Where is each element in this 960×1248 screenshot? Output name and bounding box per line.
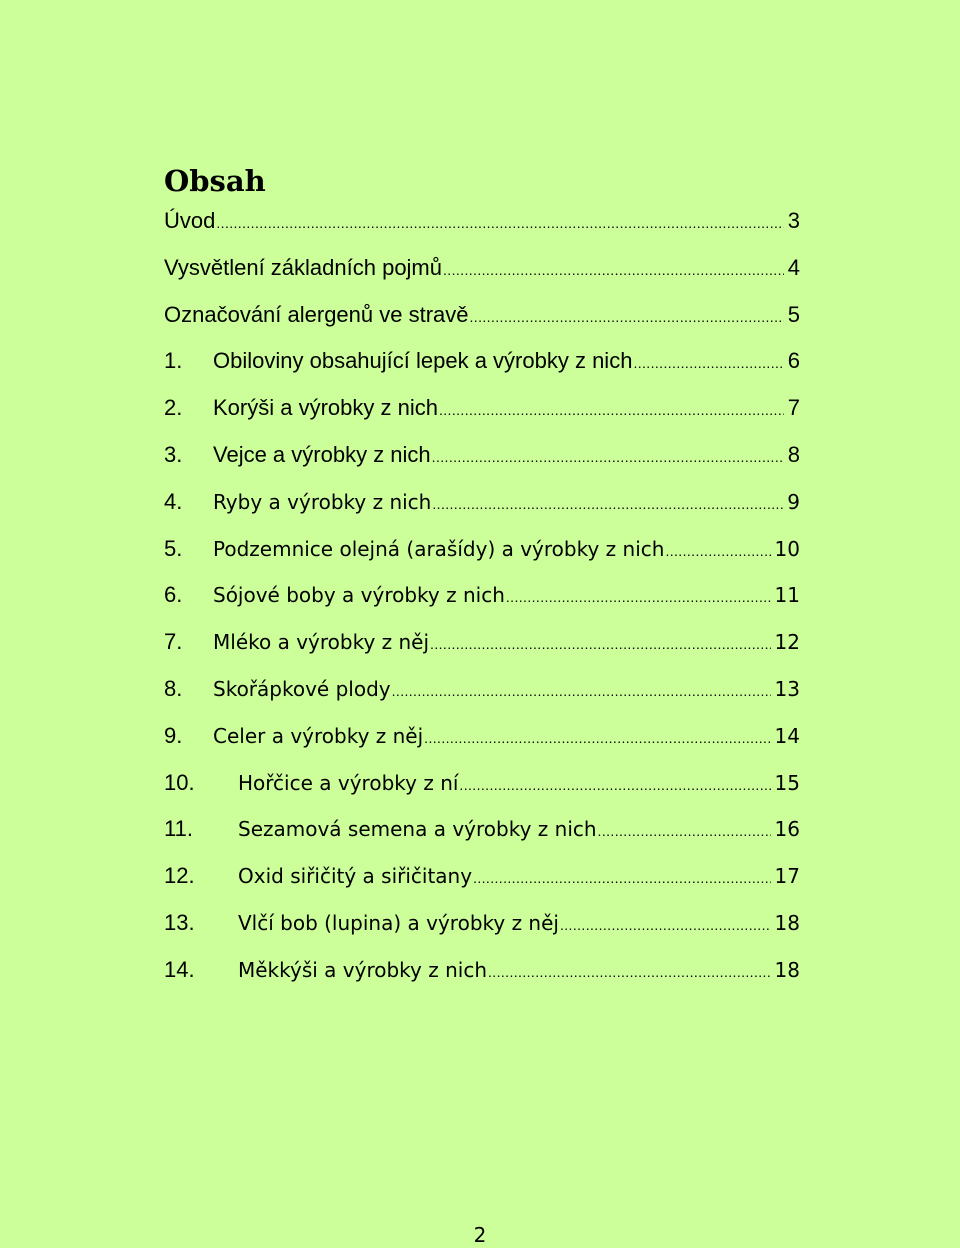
toc-entry-6[interactable]: [164, 572, 800, 619]
toc-entry-page: 7: [787, 395, 800, 421]
toc-entry-page: 3: [787, 208, 800, 233]
dot-leader: [470, 294, 784, 339]
toc-entry-label: Korýši a výrobky z nich: [213, 395, 438, 421]
toc-entry-label: Označování alergenů ve stravě: [164, 301, 469, 327]
toc-entry-5[interactable]: [164, 526, 800, 573]
toc-entry-label: Vlčí bob (lupina) a výrobky z něj: [238, 910, 559, 935]
toc-entry-8[interactable]: [164, 666, 800, 713]
dot-leader: [432, 434, 784, 479]
page-title: Obsah: [164, 164, 266, 198]
toc-entry-page: 15: [774, 770, 800, 795]
toc-entry-uvod[interactable]: [164, 198, 800, 245]
dot-leader: [560, 902, 771, 947]
toc-entry-label: Obiloviny obsahující lepek a výrobky z nich: [213, 348, 633, 374]
toc-entry-number: 2.: [164, 395, 183, 421]
toc-entry-oznacovani[interactable]: [164, 292, 800, 339]
toc-entry-3[interactable]: [164, 432, 800, 479]
toc-entry-page: 12: [774, 630, 800, 655]
toc-entry-4[interactable]: [164, 479, 800, 526]
dot-leader: [432, 481, 783, 526]
toc-entry-number: 9.: [164, 722, 183, 748]
toc-entry-12[interactable]: [164, 853, 800, 900]
toc-entry-13[interactable]: [164, 900, 800, 947]
toc-entry-number: 10.: [164, 769, 195, 795]
toc-entry-number: 3.: [164, 441, 183, 467]
toc-entry-label: Skořápkové plody: [213, 676, 391, 701]
toc-entry-number: 14.: [164, 956, 195, 982]
toc-entry-label: Oxid siřičitý a siřičitany: [238, 864, 473, 889]
toc-entry-number: 8.: [164, 675, 183, 701]
toc-entry-label: Podzemnice olejná (arašídy) a výrobky z nich: [213, 536, 665, 561]
toc-entry-label: Celer a výrobky z něj: [213, 723, 424, 748]
toc-entry-label: Ryby a výrobky z nich: [213, 489, 432, 514]
dot-leader: [430, 621, 771, 666]
toc-entry-number: 4.: [164, 488, 183, 514]
toc-entry-page: 13: [774, 676, 800, 701]
toc-entry-page: 9: [787, 489, 800, 514]
table-of-contents: [164, 198, 800, 994]
toc-entry-page: 6: [787, 348, 800, 374]
toc-entry-label: Úvod: [164, 208, 216, 233]
dot-leader: [473, 855, 770, 900]
dot-leader: [424, 715, 770, 760]
toc-entry-page: 17: [774, 864, 800, 889]
toc-entry-number: 12.: [164, 863, 195, 889]
toc-entry-number: 13.: [164, 909, 195, 935]
toc-entry-page: 5: [787, 301, 800, 327]
toc-entry-label: Hořčice a výrobky z ní: [238, 770, 459, 795]
toc-entry-9[interactable]: [164, 713, 800, 760]
toc-entry-page: 4: [787, 254, 800, 280]
toc-entry-page: 11: [774, 583, 800, 608]
dot-leader: [665, 528, 770, 573]
toc-entry-pojmy[interactable]: [164, 245, 800, 292]
toc-entry-14[interactable]: [164, 947, 800, 994]
toc-entry-page: 18: [774, 910, 800, 935]
dot-leader: [633, 340, 783, 385]
toc-entry-11[interactable]: [164, 806, 800, 853]
toc-entry-label: Sezamová semena a výrobky z nich: [238, 817, 597, 842]
dot-leader: [506, 574, 771, 619]
toc-entry-page: 8: [787, 441, 800, 467]
toc-entry-number: 5.: [164, 535, 183, 561]
dot-leader: [392, 668, 771, 713]
toc-entry-label: Mléko a výrobky z něj: [213, 630, 430, 655]
toc-entry-10[interactable]: [164, 760, 800, 807]
toc-entry-label: Vysvětlení základních pojmů: [164, 254, 442, 280]
dot-leader: [459, 762, 770, 807]
toc-entry-2[interactable]: [164, 385, 800, 432]
toc-entry-page: 18: [774, 957, 800, 982]
toc-entry-number: 7.: [164, 629, 183, 655]
toc-entry-page: 16: [774, 817, 800, 842]
dot-leader: [443, 247, 784, 292]
toc-entry-7[interactable]: [164, 619, 800, 666]
toc-entry-page: 14: [774, 723, 800, 748]
toc-entry-1[interactable]: [164, 338, 800, 385]
toc-entry-number: 6.: [164, 582, 183, 608]
dot-leader: [439, 387, 784, 432]
toc-entry-label: Sójové boby a výrobky z nich: [213, 583, 505, 608]
toc-entry-number: 11.: [164, 816, 193, 842]
dot-leader: [488, 949, 771, 994]
toc-entry-label: Vejce a výrobky z nich: [213, 441, 431, 467]
page-number: 2: [473, 1223, 487, 1247]
dot-leader: [216, 200, 783, 245]
toc-entry-number: 1.: [164, 348, 183, 374]
dot-leader: [598, 808, 771, 853]
toc-entry-page: 10: [774, 536, 800, 561]
toc-entry-label: Měkkýši a výrobky z nich: [238, 957, 488, 982]
